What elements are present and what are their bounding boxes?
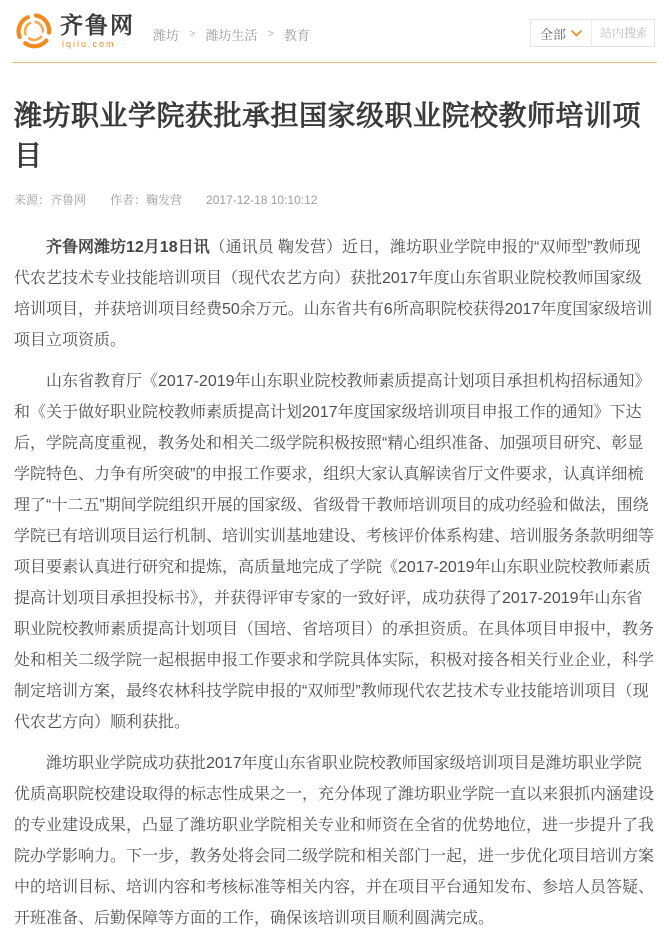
article-paragraph: [14, 232, 655, 356]
logo-title: 齐鲁网: [60, 11, 135, 38]
search-category-dropdown[interactable]: [531, 20, 592, 46]
chevron-down-icon: [571, 30, 582, 37]
article-body: [14, 232, 655, 934]
header-divider: [12, 62, 657, 63]
paragraph-lead: 齐鲁网潍坊12月18日讯: [46, 239, 210, 256]
search-category-label: 全部: [539, 26, 566, 42]
article-source: 来源：齐鲁网: [14, 193, 87, 207]
breadcrumb-item-education[interactable]: 教育: [283, 27, 310, 43]
site-logo[interactable]: [14, 11, 135, 51]
paragraph-text: 潍坊职业学院成功获批2017年度山东省职业院校教师国家级培训项目是潍坊职业学院优质高职院校建设取得的标志性成果之一，充分体现了潍坊职业学院一直以来狠抓内涵建设的专业建设成果，凸显了潍坊职业学院相关专业和师资在全省的优势地位，进一步提升了我院办学影响力。下一步，教务处将会同二级学院和相关部门一起，进一步优化项目培训方案中的培训目标、培训内容和考核标准等相关内容，并在项目平台通知发布、参培人员答疑、开班准备、后勤保障等方面的工作，确保该培训项目顺利圆满完成。: [14, 755, 655, 927]
breadcrumb-separator: >: [267, 28, 274, 40]
article-paragraph: [14, 366, 655, 738]
site-header: [0, 0, 669, 62]
paragraph-text: （通讯员 鞠发营）近日，潍坊职业学院申报的“双师型”教师现代农艺技术专业技能培训项目（现代农艺方向）获批2017年度山东省职业院校教师国家级培训项目，并获培训项目经费50余万元。山东省共有6所高职院校获得2017年度国家级培训项目立项资质。: [14, 239, 653, 349]
article-datetime: 2017-12-18 10:10:12: [206, 192, 318, 207]
site-search: [530, 19, 655, 47]
qilu-swirl-icon: [14, 11, 54, 51]
breadcrumb-item-weifang-life[interactable]: 潍坊生活: [205, 27, 258, 43]
breadcrumb-item-weifang[interactable]: 潍坊: [153, 27, 180, 43]
logo-domain: iqilu.com: [62, 38, 116, 49]
article-paragraph: [14, 748, 655, 934]
page-title: 潍坊职业学院获批承担国家级职业院校教师培训项目: [14, 100, 642, 171]
article: [0, 96, 669, 934]
article-meta: [14, 191, 655, 208]
breadcrumb-separator: >: [189, 28, 196, 40]
paragraph-text: 山东省教育厅《2017-2019年山东职业院校教师素质提高计划项目承担机构招标通知》和《关于做好职业院校教师素质提高计划2017年度国家级培训项目申报工作的通知》下达后，学院高度重视，教务处和相关二级学院积极按照“精心组织准备、加强项目研究、彰显学院特色、力争有所突破”的申报工作要求，组织大家认真解读省厅文件要求，认真详细梳理了“十二五”期间学院组织开展的国家级、省级骨干教师培训项目的成功经验和做法，围绕学院已有培训项目运行机制、培训实训基地建设、考核评价体系构建、培训服务条款明细等项目要素认真进行研究和提炼，高质量地完成了学院《2017-2019年山东职业院校教师素质提高计划项目承担投标书》，并获得评审专家的一致好评，成功获得了2017-2019年山东省职业院校教师素质提高计划项目（国培、省培项目）的承担资质。在具体项目申报中，教务处和相关二级学院一起根据申报工作要求和学院具体实际，积极对接各相关行业企业，科学制定培训方案，最终农林科技学院申报的“双师型”教师现代农艺技术专业技能培训项目（现代农艺方向）顺利获批。: [14, 373, 655, 731]
breadcrumb: [153, 25, 310, 44]
search-input[interactable]: [592, 26, 654, 40]
article-author: 作者：鞠发营: [110, 193, 183, 207]
